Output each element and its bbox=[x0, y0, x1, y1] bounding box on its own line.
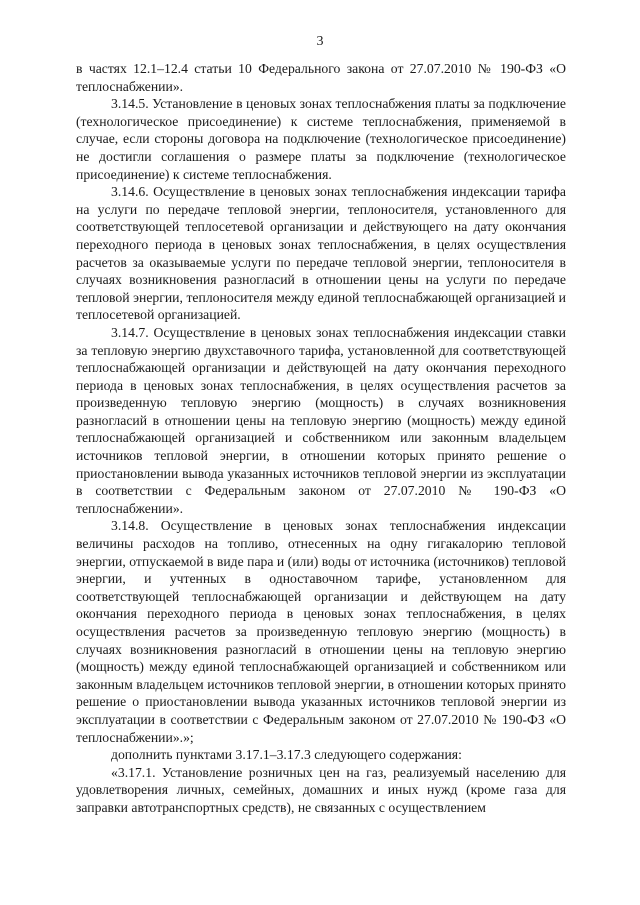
paragraph-amendment-intro: дополнить пунктами 3.17.1–3.17.3 следующего содержания: bbox=[111, 747, 462, 763]
paragraph-continuation: в частях 12.1–12.4 статьи 10 Федерального закона от 27.07.2010 № 190-ФЗ «О теплоснабжении». bbox=[76, 61, 566, 94]
paragraph-clause-3-14-7: 3.14.7. Осуществление в ценовых зонах теплоснабжения индексации ставки за тепловую энергию двухставочного тарифа, установленной для соответствующей теплоснабжающей организации и действующей на дату окончания переходного периода в ценовых зонах теплоснабжения, в целях осуществления расчетов за произведенную тепловую энергию (мощность) в случаях возникновения разногласий в отношении цены на тепловую энергию (мощность) между единой теплоснабжающей организацией и собственником или законным владельцем источников тепловой энергии, в отношении которых принято решение о приостановлении вывода указанных источников тепловой энергии из эксплуатации в соответствии с Федеральным законом от 27.07.2010 № 190-ФЗ «О теплоснабжении». bbox=[76, 324, 566, 516]
paragraph-clause-3-14-5: 3.14.5. Установление в ценовых зонах теплоснабжения платы за подключение (технологическое присоединение) к системе теплоснабжения, применяемой в случае, если стороны договора на подключение (технологическое присоединение) не достигли соглашения о размере платы за подключение (технологическое присоединение) к системе теплоснабжения. bbox=[76, 96, 566, 182]
paragraph-clause-3-17-1: «3.17.1. Установление розничных цен на газ, реализуемый населению для удовлетворения личных, семейных, домашних и иных нужд (кроме газа для заправки автотранспортных средств), не связанных с осуществлением bbox=[76, 764, 566, 815]
document-body bbox=[76, 60, 566, 817]
page-number: 3 bbox=[316, 34, 324, 49]
paragraph-clause-3-14-8: 3.14.8. Осуществление в ценовых зонах теплоснабжения индексации величины расходов на топливо, отнесенных на одну гигакалорию тепловой энергии, отпускаемой в виде пара и (или) воды от источника (источников) тепловой энергии, и учтенных в одноставочном тарифе, установленном для соответствующей теплоснабжающей организации и действующем на дату окончания переходного периода в ценовых зонах теплоснабжения, в целях осуществления расчетов за произведенную тепловую энергию (мощность) в случаях возникновения разногласий в отношении цены на тепловую энергию (мощность) между единой теплоснабжающей организацией и собственником или законным владельцем источников тепловой энергии, в отношении которых принято решение о приостановлении вывода указанных источников тепловой энергии из эксплуатации в соответствии с Федеральным законом от 27.07.2010 № 190-ФЗ «О теплоснабжении».»; bbox=[76, 518, 566, 745]
paragraph-clause-3-14-6: 3.14.6. Осуществление в ценовых зонах теплоснабжения индексации тарифа на услуги по передаче тепловой энергии, теплоносителя, установленного для соответствующей теплосетевой организации и действующего на дату окончания переходного периода в ценовых зонах теплоснабжения, в целях осуществления расчетов за оказываемые услуги по передаче тепловой энергии, теплоносителя в случаях возникновения разногласий в отношении цены на услуги по передаче тепловой энергии, теплоносителя между единой теплоснабжающей организацией и теплосетевой организацией. bbox=[76, 184, 566, 323]
